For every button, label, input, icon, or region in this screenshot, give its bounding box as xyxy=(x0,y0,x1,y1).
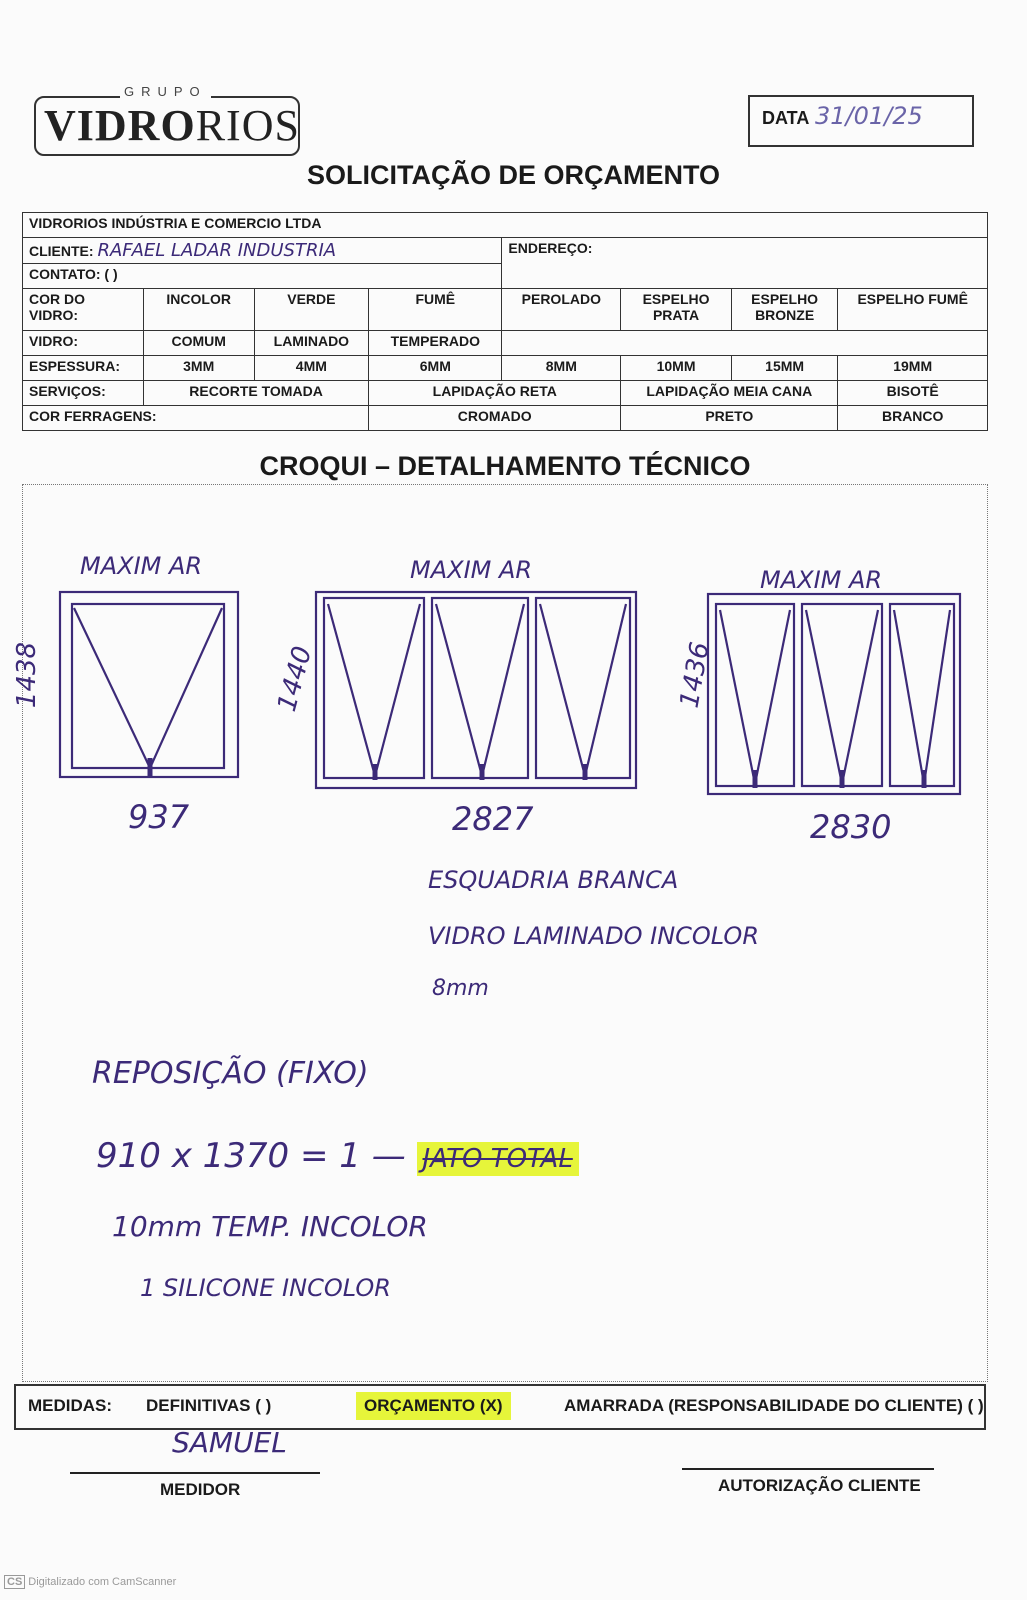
window-sketch-3 xyxy=(708,594,960,794)
service-option: BISOTÊ xyxy=(838,381,988,406)
company-name: VIDRORIOS INDÚSTRIA E COMERCIO LTDA xyxy=(23,213,988,238)
service-option: LAPIDAÇÃO RETA xyxy=(369,381,621,406)
contact-label: CONTATO: ( ) xyxy=(23,264,502,289)
window-1-label: MAXIM AR xyxy=(80,552,203,580)
note-line: VIDRO LAMINADO INCOLOR xyxy=(428,922,759,950)
thickness-option: 3MM xyxy=(143,356,254,381)
window-sketch-2 xyxy=(316,592,636,788)
measures-tied[interactable]: AMARRADA (RESPONSABILIDADE DO CLIENTE) ( ) xyxy=(564,1396,984,1415)
thickness-option: 10MM xyxy=(621,356,732,381)
glass-color-option: ESPELHO FUMÊ xyxy=(838,289,988,331)
window-2-label: MAXIM AR xyxy=(410,556,533,584)
client-label: CLIENTE: xyxy=(29,243,94,259)
measurer-label: MEDIDOR xyxy=(160,1480,241,1499)
client-value: RAFAEL LADAR INDUSTRIA xyxy=(97,240,337,261)
thickness-label: ESPESSURA: xyxy=(23,356,144,381)
hardware-option: CROMADO xyxy=(369,406,621,431)
date-value: 31/01/25 xyxy=(815,102,923,130)
replacement-size-text: 910 x 1370 = 1 — xyxy=(96,1136,406,1176)
hardware-label: COR FERRAGENS: xyxy=(23,406,369,431)
glass-type-option: LAMINADO xyxy=(254,331,369,356)
service-option: LAPIDAÇÃO MEIA CANA xyxy=(621,381,838,406)
glass-color-option: FUMÊ xyxy=(369,289,502,331)
glass-type-label: VIDRO: xyxy=(23,331,144,356)
scanner-text: Digitalizado com CamScanner xyxy=(28,1576,177,1588)
note-line: ESQUADRIA BRANCA xyxy=(428,866,679,894)
replacement-title: REPOSIÇÃO (FIXO) xyxy=(92,1056,369,1091)
measures-budget[interactable]: ORÇAMENTO (X) xyxy=(356,1392,511,1420)
measurer-signature: SAMUEL xyxy=(172,1426,287,1459)
measures-definitive[interactable]: DEFINITIVAS ( ) xyxy=(146,1396,272,1415)
glass-type-option: TEMPERADO xyxy=(369,331,502,356)
thickness-option: 6MM xyxy=(369,356,502,381)
window-3-label: MAXIM AR xyxy=(760,566,883,594)
date-label: DATA xyxy=(762,108,810,128)
logo-group-text: GRUPO xyxy=(120,84,211,99)
logo-name-bold: VIDRO xyxy=(44,101,196,150)
thickness-option: 8MM xyxy=(502,356,621,381)
address-label: ENDEREÇO: xyxy=(508,240,593,256)
replacement-size xyxy=(96,1136,579,1176)
window-1-width: 937 xyxy=(128,798,190,836)
logo-name-thin: RIOS xyxy=(195,101,300,150)
thickness-option: 15MM xyxy=(731,356,838,381)
service-option: RECORTE TOMADA xyxy=(143,381,368,406)
glass-color-option: ESPELHO PRATA xyxy=(621,289,732,331)
window-sketch-1 xyxy=(60,592,238,778)
hardware-option: PRETO xyxy=(621,406,838,431)
hardware-option: BRANCO xyxy=(838,406,988,431)
client-authorization-label: AUTORIZAÇÃO CLIENTE xyxy=(718,1476,921,1495)
services-label: SERVIÇOS: xyxy=(23,381,144,406)
replacement-highlight: JATO TOTAL xyxy=(417,1142,579,1176)
scanner-watermark xyxy=(4,1575,176,1589)
measures-bar xyxy=(14,1384,986,1430)
thickness-option: 19MM xyxy=(838,356,988,381)
page-title: SOLICITAÇÃO DE ORÇAMENTO xyxy=(306,160,720,190)
scanner-badge: CS xyxy=(4,1575,25,1589)
replacement-line: 1 SILICONE INCOLOR xyxy=(140,1274,391,1302)
window-2-width: 2827 xyxy=(452,800,534,838)
window-1-height: 1438 xyxy=(12,641,43,709)
glass-type-option: COMUM xyxy=(143,331,254,356)
window-2-height: 1440 xyxy=(272,643,319,715)
client-signature-line xyxy=(682,1468,934,1470)
glass-color-label: COR DO VIDRO: xyxy=(23,289,144,331)
measures-label: MEDIDAS: xyxy=(28,1396,113,1415)
glass-color-option: PEROLADO xyxy=(502,289,621,331)
window-3-height: 1436 xyxy=(674,639,716,711)
replacement-line: 10mm TEMP. INCOLOR xyxy=(112,1210,428,1243)
note-line: 8mm xyxy=(432,976,489,1001)
croqui-title: CROQUI – DETALHAMENTO TÉCNICO xyxy=(259,451,751,481)
thickness-option: 4MM xyxy=(254,356,369,381)
measurer-signature-line xyxy=(70,1472,320,1474)
window-3-width: 2830 xyxy=(810,808,892,846)
glass-color-option: VERDE xyxy=(254,289,369,331)
glass-color-option: INCOLOR xyxy=(143,289,254,331)
glass-color-option: ESPELHO BRONZE xyxy=(731,289,838,331)
